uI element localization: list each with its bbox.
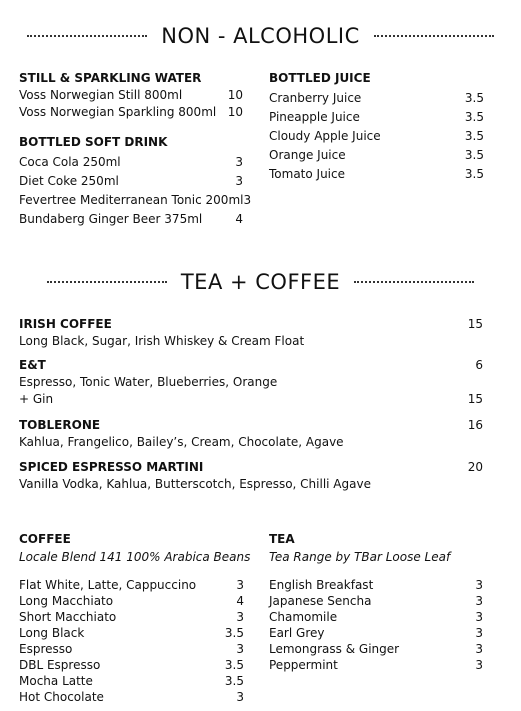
item-description: Long Black, Sugar, Irish Whiskey & Cream Float [19,334,305,348]
menu-item: Long Black 3.5 [19,626,244,640]
divider-dots-left [27,35,147,37]
item-price: 16 [467,418,483,432]
item-description: Espresso, Tonic Water, Blueberries, Orange [19,375,278,389]
item-title: TOBLERONE [19,418,101,432]
tea-coffee-heading [0,270,521,294]
item-price: 20 [467,460,483,474]
section-title: TEA [269,532,295,546]
item-title: IRISH COFFEE [19,317,112,331]
menu-item: Cranberry Juice 3.5 [269,91,484,105]
menu-item: Espresso 3 [19,642,244,656]
item-price: 15 [467,317,483,331]
menu-item: English Breakfast 3 [269,578,483,592]
section-title: COFFEE [19,532,71,546]
menu-item: Cloudy Apple Juice 3.5 [269,129,484,143]
section-title: BOTTLED JUICE [269,71,371,85]
divider-dots-right [354,281,474,283]
item-title: SPICED ESPRESSO MARTINI [19,460,204,474]
menu-item: Chamomile 3 [269,610,483,624]
item-title: E&T [19,358,46,372]
section-subtitle: Tea Range by TBar Loose Leaf [269,550,451,564]
item-price: 6 [475,358,483,372]
item-description: Kahlua, Frangelico, Bailey’s, Cream, Chocolate, Agave [19,435,344,449]
menu-item: Peppermint 3 [269,658,483,672]
item-description-addon: + Gin [19,392,54,406]
soft-drink-section [19,134,252,229]
menu-item: Coca Cola 250ml 3 [19,155,243,169]
coffee-section [19,530,251,705]
toblerone-item [19,417,483,451]
divider-dots-left [47,281,167,283]
menu-item: Diet Coke 250ml 3 [19,174,243,188]
item-description: Vanilla Vodka, Kahlua, Butterscotch, Espresso, Chilli Agave [19,477,371,491]
menu-item: Earl Grey 3 [269,626,483,640]
section-subtitle: Locale Blend 141 100% Arabica Beans [19,550,251,564]
menu-item: Fevertree Mediterranean Tonic 200ml 3 [19,193,252,207]
section-title: STILL & SPARKLING WATER [19,71,202,85]
espresso-martini-item [19,459,483,493]
menu-item: DBL Espresso 3.5 [19,658,244,672]
tea-coffee-title: TEA + COFFEE [180,270,341,294]
menu-item: Voss Norwegian Sparkling 800ml 10 [19,105,243,119]
menu-item: Orange Juice 3.5 [269,148,484,162]
non-alcoholic-heading [0,24,521,48]
non-alcoholic-title: NON - ALCOHOLIC [161,24,360,48]
menu-item: Japanese Sencha 3 [269,594,483,608]
menu-item: Voss Norwegian Still 800ml 10 [19,88,243,102]
juice-section [269,70,484,184]
menu-item: Hot Chocolate 3 [19,690,244,704]
menu-item: Long Macchiato 4 [19,594,244,608]
section-title: BOTTLED SOFT DRINK [19,135,168,149]
tea-section [269,530,483,673]
still-sparkling-section [19,70,243,121]
divider-dots-right [374,35,494,37]
menu-item: Mocha Latte 3.5 [19,674,244,688]
menu-item: Tomato Juice 3.5 [269,167,484,181]
et-item [19,357,483,408]
menu-item: Bundaberg Ginger Beer 375ml 4 [19,212,243,226]
menu-item: Pineapple Juice 3.5 [269,110,484,124]
item-price-addon: 15 [467,392,483,406]
menu-item: Short Macchiato 3 [19,610,244,624]
irish-coffee-item [19,316,483,350]
menu-item: Lemongrass & Ginger 3 [269,642,483,656]
menu-item: Flat White, Latte, Cappuccino 3 [19,578,244,592]
